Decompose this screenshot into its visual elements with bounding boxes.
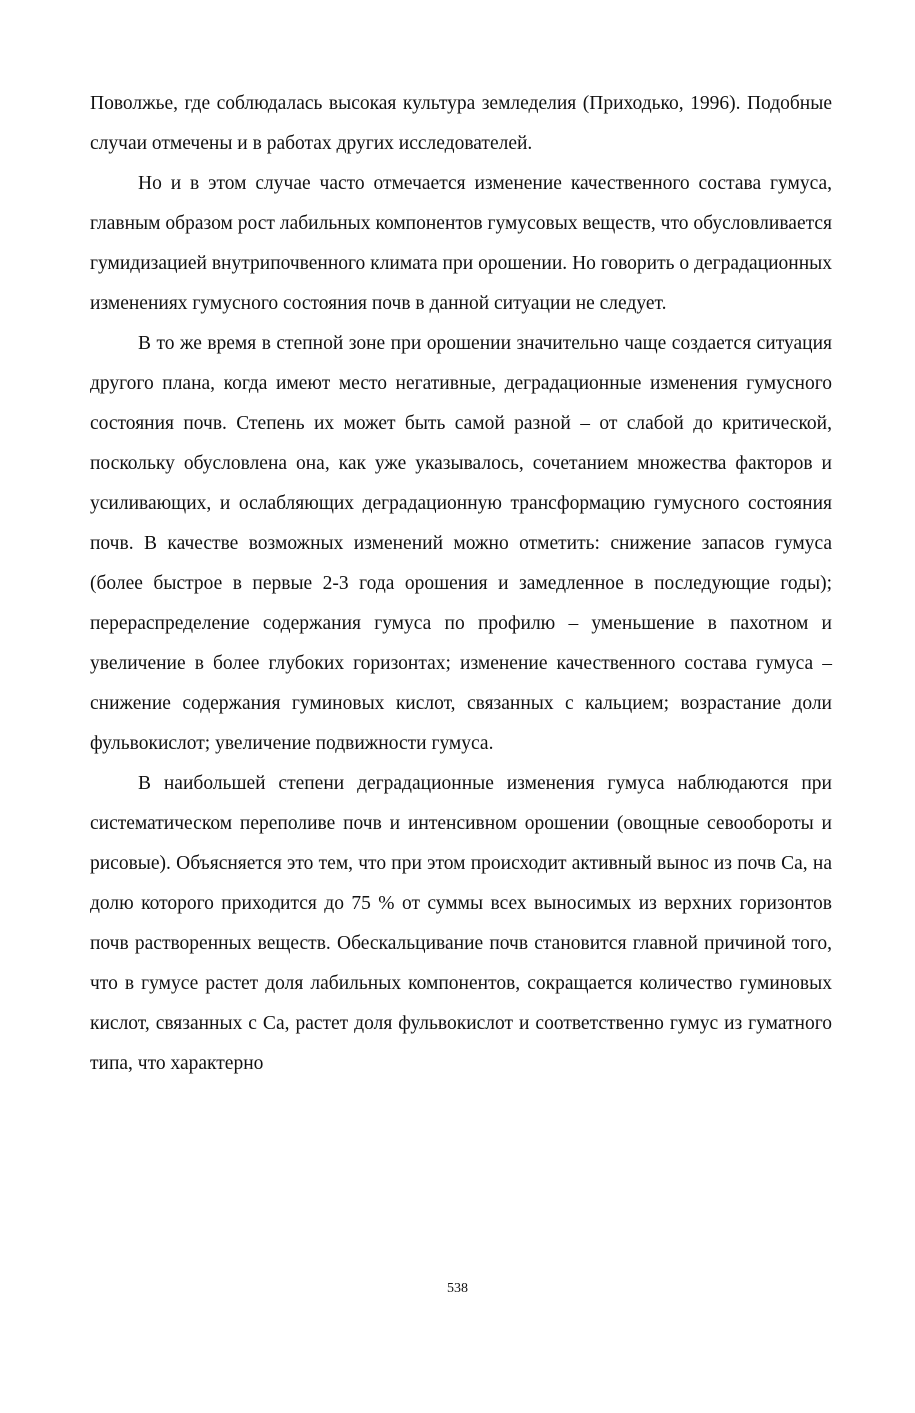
body-text <box>90 84 832 1084</box>
paragraph-humus-composition: Но и в этом случае часто отмечается изменение качественного состава гумуса, главным образом рост лабильных компонентов гумусовых веществ, что обусловливается гумидизацией внутрипочвенного климата при орошении. Но говорить о деградационных изменениях гумусного состояния почв в данной ситуации не следует. <box>90 173 832 314</box>
page-number: 538 <box>447 1281 468 1296</box>
paragraph-continuation: Поволжье, где соблюдалась высокая культура земледелия (Приходько, 1996). Подобные случаи отмечены и в работах других исследователей. <box>90 93 832 154</box>
paragraph-degradation: В наибольшей степени деградационные изменения гумуса наблюдаются при систематическом переполиве почв и интенсивном орошении (овощные севообороты и рисовые). Объясняется это тем, что при этом происходит активный вынос из почв Са, на долю которого приходится до 75 % от суммы всех выносимых из верхних горизонтов почв растворенных веществ. Обескальцивание почв становится главной причиной того, что в гумусе растет доля лабильных компонентов, сокращается количество гуминовых кислот, связанных с Са, растет доля фульвокислот и соответственно гумус из гуматного типа, что характерно <box>90 773 832 1074</box>
paragraph-steppe-zone: В то же время в степной зоне при орошении значительно чаще создается ситуация другого плана, когда имеют место негативные, деградационные изменения гумусного состояния почв. Степень их может быть самой разной – от слабой до критической, поскольку обусловлена она, как уже указывалось, сочетанием множества факторов и усиливающих, и ослабляющих деградационную трансформацию гумусного состояния почв. В качестве возможных изменений можно отметить: снижение запасов гумуса (более быстрое в первые 2-3 года орошения и замедленное в последующие годы); перераспределение содержания гумуса по профилю – уменьшение в пахотном и увеличение в более глубоких горизонтах; изменение качественного состава гумуса – снижение содержания гуминовых кислот, связанных с кальцием; возрастание доли фульвокислот; увеличение подвижности гумуса. <box>90 333 832 754</box>
